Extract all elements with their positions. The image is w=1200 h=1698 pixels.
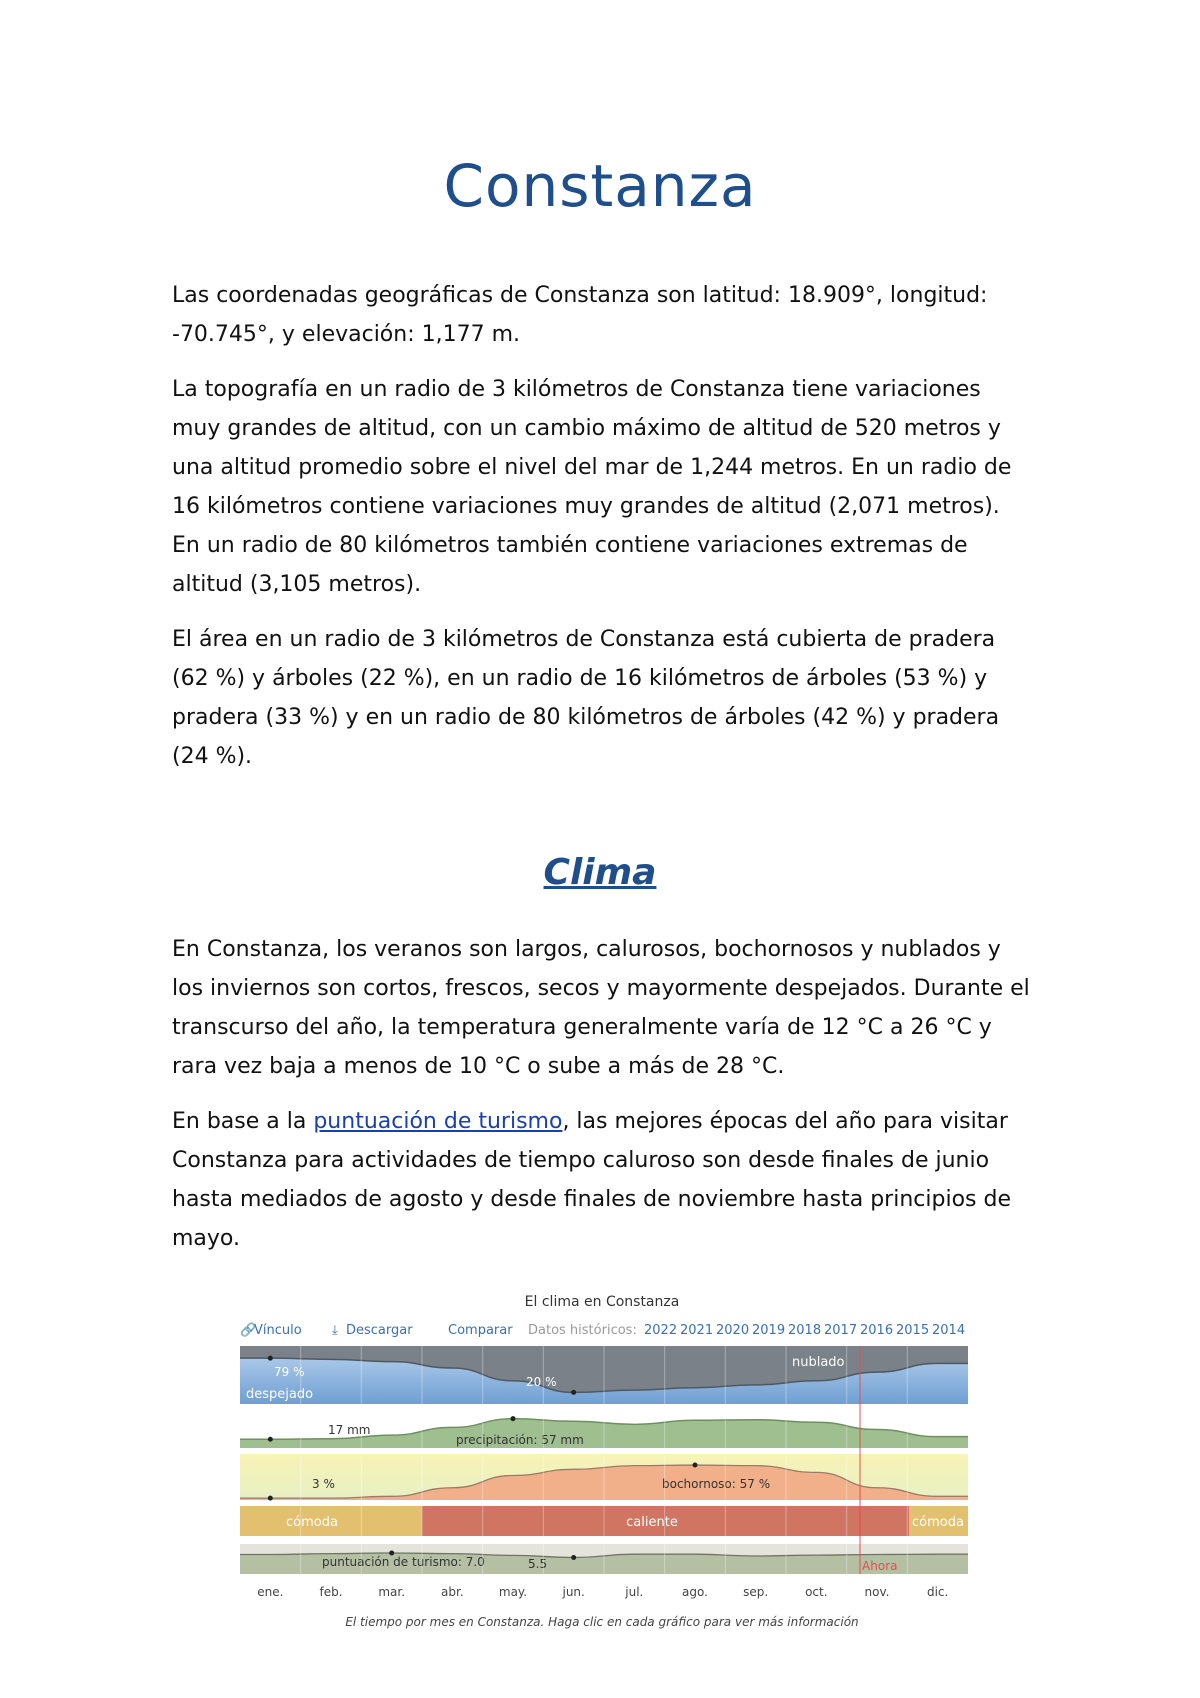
tourism-min-label: 5.5 (528, 1557, 548, 1571)
chart-toolbar (240, 1321, 965, 1338)
month-tick-label: abr. (441, 1585, 464, 1599)
precip-label: precipitación: 57 mm (456, 1433, 584, 1447)
month-tick-label: ene. (257, 1585, 284, 1599)
tourism-label: puntuación de turismo: 7.0 (322, 1555, 485, 1569)
tourism-text-after: , las mejores épocas del año para visitar Constanza para actividades de tiempo caluroso son desde finales de junio hasta mediados de agosto y desde finales de noviembre hasta principios de mayo. (172, 1109, 1011, 1251)
now-marker-label: Ahora (862, 1559, 898, 1573)
climate-chart[interactable] (232, 1288, 972, 1640)
download-icon[interactable]: ⤓ (332, 1323, 338, 1338)
extreme-point (511, 1416, 516, 1421)
month-tick-label: mar. (378, 1585, 406, 1599)
extreme-point (571, 1390, 576, 1395)
humid-label: bochornoso: 57 % (662, 1477, 771, 1491)
tourism-text-before: En base a la (172, 1109, 314, 1134)
chart-title: El clima en Constanza (524, 1294, 680, 1310)
descargar-link[interactable]: Descargar (346, 1323, 413, 1338)
month-tick-label: nov. (864, 1585, 890, 1599)
topography-paragraph: La topografía en un radio de 3 kilómetros de Constanza tiene variaciones muy grandes de altitud, con un cambio máximo de altitud de 520 metros y una altitud promedio sobre el nivel del mar de 1,244 metros. En un radio de 16 kilómetros contiene variaciones muy grandes de altitud (2,071 metros). En un radio de 80 kilómetros también contiene variaciones extremas de altitud (3,105 metros). (172, 377, 1012, 597)
comoda-label-1: cómoda (286, 1515, 338, 1530)
month-tick-label: jun. (562, 1585, 585, 1599)
year-link[interactable]: 2016 (860, 1323, 894, 1338)
extreme-point (268, 1496, 273, 1501)
extreme-point (268, 1437, 273, 1442)
comparar-link[interactable]: Comparar (448, 1323, 513, 1338)
vinculo-link[interactable]: Vínculo (254, 1323, 302, 1338)
land-cover-paragraph: El área en un radio de 3 kilómetros de Constanza está cubierta de pradera (62 %) y árboles (22 %), en un radio de 16 kilómetros de árboles (53 %) y pradera (33 %) y en un radio de 80 kilómetros de árboles (42 %) y pradera (24 %). (172, 627, 1000, 769)
year-link[interactable]: 2019 (752, 1323, 786, 1338)
chart-caption: El tiempo por mes en Constanza. Haga clic en cada gráfico para ver más información (345, 1615, 859, 1629)
clear-min-label: 20 % (526, 1375, 557, 1389)
extreme-point (389, 1551, 394, 1556)
clear-max-label: 79 % (274, 1365, 305, 1379)
historical-data-label: Datos históricos: (528, 1323, 637, 1338)
year-link[interactable]: 2022 (644, 1323, 678, 1338)
caliente-label: caliente (626, 1515, 678, 1530)
year-link[interactable]: 2014 (932, 1323, 966, 1338)
precip-min-label: 17 mm (328, 1423, 371, 1437)
year-link[interactable]: 2017 (824, 1323, 858, 1338)
month-tick-label: jul. (625, 1585, 644, 1599)
extreme-point (268, 1356, 273, 1361)
year-link[interactable]: 2021 (680, 1323, 714, 1338)
comoda-label-2: cómoda (912, 1515, 964, 1530)
tourism-score-link[interactable]: puntuación de turismo (313, 1109, 563, 1134)
month-tick-label: sep. (743, 1585, 769, 1599)
month-tick-label: oct. (805, 1585, 828, 1599)
coordinates-paragraph: Las coordenadas geográficas de Constanza son latitud: 18.909°, longitud: -70.745°, y elevación: 1,177 m. (172, 283, 988, 347)
page-title: Constanza (443, 152, 757, 220)
year-link[interactable]: 2018 (788, 1323, 822, 1338)
despejado-label: despejado (246, 1387, 314, 1402)
tourism-paragraph (172, 1102, 1032, 1258)
nublado-label: nublado (792, 1355, 845, 1370)
month-tick-label: feb. (319, 1585, 343, 1599)
extreme-point (693, 1463, 698, 1468)
climate-paragraph: En Constanza, los veranos son largos, calurosos, bochornosos y nublados y los inviernos son cortos, frescos, secos y mayormente despejados. Durante el transcurso del año, la temperatura generalmente varía de 12 °C a 26 °C y rara vez baja a menos de 10 °C o sube a más de 28 °C. (172, 937, 1030, 1079)
climate-heading: Clima (543, 852, 657, 893)
link-icon[interactable]: 🔗 (240, 1323, 257, 1338)
month-tick-label: may. (498, 1585, 528, 1599)
humid-min-label: 3 % (312, 1477, 335, 1491)
month-tick-label: dic. (926, 1585, 949, 1599)
year-link[interactable]: 2015 (896, 1323, 930, 1338)
extreme-point (571, 1555, 576, 1560)
month-tick-label: ago. (682, 1585, 708, 1599)
year-link[interactable]: 2020 (716, 1323, 750, 1338)
